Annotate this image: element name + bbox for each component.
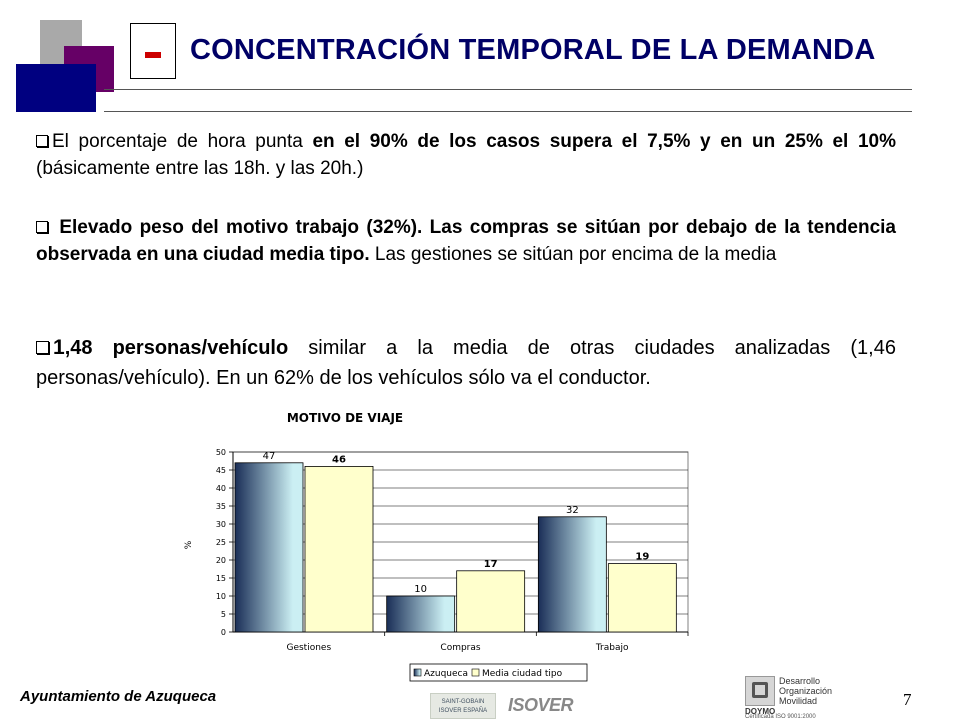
paragraph-peak-hour (36, 128, 896, 182)
y-tick-label: 0 (220, 628, 226, 637)
y-tick-label: 50 (215, 448, 226, 457)
x-tick-label: Trabajo (595, 643, 629, 653)
title-divider-top (104, 89, 912, 90)
y-tick-label: 35 (215, 502, 226, 511)
doymo-line-1: Desarrollo (779, 676, 821, 686)
checkbox-bullet-icon (36, 341, 49, 354)
doymo-lines (779, 676, 832, 706)
bar-media-ciudad-tipo (305, 466, 373, 632)
p3-number: 1 (53, 336, 65, 359)
y-tick-label: 25 (215, 538, 226, 547)
p2-text-bold: Elevado peso del motivo trabajo (32%). Las compras se sitúan por debajo de la tendencia observada en una ciudad media tipo. (36, 217, 897, 265)
isover-text: ISOVER (508, 695, 574, 715)
data-label: 46 (332, 454, 346, 466)
y-tick-label: 40 (215, 484, 226, 493)
isover-logo (430, 693, 574, 719)
checkbox-bullet-icon (36, 221, 48, 233)
doymo-brand: DOYMO (745, 707, 776, 716)
y-tick-label: 45 (215, 466, 226, 475)
legend-swatch (472, 669, 479, 676)
p3-text-2: similar a la media de otras ciudades analizadas (1,46 personas/vehículo). En un 62% de los vehículos sólo va el conductor. (36, 337, 896, 389)
y-tick-label: 30 (215, 520, 226, 529)
data-label: 32 (565, 504, 579, 516)
bar-azuqueca (538, 517, 606, 632)
y-tick-label: 15 (215, 574, 226, 583)
p1-text-bold: en el 90% de los casos supera el 7,5% y en un 25% el 10% (312, 131, 896, 152)
data-label: 47 (262, 450, 276, 462)
y-tick-label: 20 (215, 556, 226, 565)
decor-square-navy (16, 64, 96, 112)
doymo-line-2: Organización (779, 686, 833, 696)
data-label: 17 (483, 558, 498, 570)
p2-text-2: Las gestiones se sitúan por encima de la media (369, 244, 777, 265)
doymo-cert: Certificada ISO 9001:2000 (745, 714, 816, 720)
paragraph-occupancy (36, 333, 896, 393)
doymo-mark-icon (745, 676, 775, 706)
y-tick-label: 10 (215, 592, 226, 601)
y-tick-label: 5 (220, 610, 226, 619)
footer-organization: Ayuntamiento de Azuqueca (20, 688, 217, 705)
x-tick-label: Gestiones (286, 643, 332, 653)
trip-purpose-chart (175, 400, 715, 690)
chart-title: MOTIVO DE VIAJE (286, 411, 404, 425)
p1-text-1: El porcentaje de hora punta (52, 131, 313, 152)
legend-label: Media ciudad tipo (482, 669, 563, 679)
data-label: 19 (635, 551, 650, 563)
doymo-line-3: Movilidad (779, 696, 818, 706)
title-dash-icon (145, 52, 161, 58)
bar-media-ciudad-tipo (608, 564, 676, 632)
isover-wordmark (508, 695, 573, 716)
p3-text-bold: ,48 personas/vehículo (64, 337, 289, 359)
x-tick-label: Compras (440, 643, 481, 653)
legend-swatch (414, 669, 421, 676)
title-divider-bottom (104, 111, 912, 112)
bar-azuqueca (387, 596, 455, 632)
p1-text-3: (básicamente entre las 18h. y las 20h.) (36, 158, 364, 179)
y-axis-label: % (184, 540, 194, 550)
paragraph-trip-purpose (36, 214, 896, 268)
page-title: CONCENTRACIÓN TEMPORAL DE LA DEMANDA (190, 34, 876, 66)
bar-media-ciudad-tipo (457, 571, 525, 632)
doymo-logo (745, 676, 895, 720)
data-label: 10 (414, 584, 428, 595)
checkbox-bullet-icon (36, 135, 48, 147)
title-marker-box (130, 23, 176, 79)
saint-gobain-logo: SAINT-GOBAIN ISOVER ESPAÑA (430, 693, 496, 719)
legend-label: Azuqueca (424, 669, 469, 679)
page-number: 7 (903, 690, 912, 709)
bar-azuqueca (235, 463, 303, 632)
